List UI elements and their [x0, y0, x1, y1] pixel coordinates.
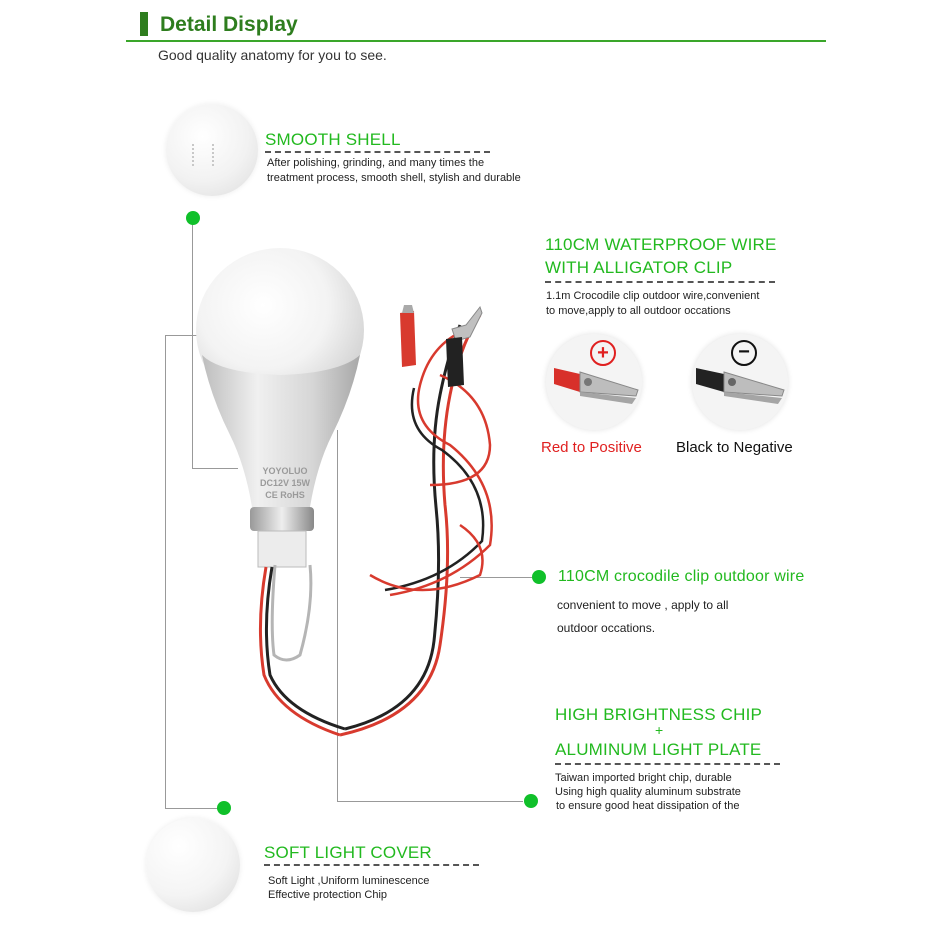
header-divider: [126, 40, 826, 42]
smooth-shell-title: SMOOTH SHELL: [265, 130, 401, 149]
chip-plus: +: [655, 722, 664, 738]
waterproof-wire-title-1: 110CM WATERPROOF WIRE: [545, 235, 777, 254]
soft-cover-thumbnail: [146, 818, 240, 912]
marker-dot: [524, 794, 538, 808]
outdoor-wire-desc-1: convenient to move , apply to all: [557, 598, 729, 612]
soft-cover-title: SOFT LIGHT COVER: [264, 843, 432, 862]
waterproof-wire-title-2: WITH ALLIGATOR CLIP: [545, 258, 733, 277]
smooth-shell-desc-2: treatment process, smooth shell, stylish and durable: [267, 172, 521, 184]
bulb-illustration: [190, 245, 510, 745]
positive-label: Red to Positive: [541, 439, 642, 456]
page-title: Detail Display: [160, 13, 298, 36]
header-accent-bar: [140, 12, 148, 36]
waterproof-wire-desc-2: to move,apply to all outdoor occations: [546, 305, 731, 317]
smooth-shell-thumbnail: [166, 104, 258, 196]
soft-cover-desc-1: Soft Light ,Uniform luminescence: [268, 875, 430, 887]
outdoor-wire-desc-2: outdoor occations.: [557, 621, 656, 635]
connector-line: [165, 808, 219, 809]
bulb-cert: CE RoHS: [265, 490, 305, 500]
marker-dot: [186, 211, 200, 225]
chip-title-1: HIGH BRIGHTNESS CHIP: [555, 705, 763, 724]
soft-cover-desc-2: Effective protection Chip: [268, 889, 388, 901]
bulb-label: [240, 465, 330, 501]
waterproof-wire-desc-1: 1.1m Crocodile clip outdoor wire,convenient: [546, 290, 760, 302]
smooth-shell-divider: [265, 151, 490, 153]
negative-label: Black to Negative: [676, 439, 793, 456]
plus-symbol: +: [597, 342, 609, 364]
outdoor-wire-title: 110CM crocodile clip outdoor wire: [558, 568, 805, 585]
waterproof-wire-divider: [545, 281, 775, 283]
chip-title-2: ALUMINUM LIGHT PLATE: [555, 740, 762, 759]
soft-cover-divider: [264, 864, 479, 866]
connector-line: [337, 801, 523, 802]
chip-desc-3: to ensure good heat dissipation of the: [556, 800, 740, 812]
chip-desc-2: Using high quality aluminum substrate: [555, 786, 741, 798]
connector-line: [165, 335, 166, 809]
minus-symbol: −: [738, 341, 750, 363]
marker-dot: [532, 570, 546, 584]
bulb-brand: YOYOLUO: [262, 466, 308, 476]
bulb-spec: DC12V 15W: [259, 478, 311, 488]
page-subtitle: Good quality anatomy for you to see.: [158, 47, 387, 63]
marker-dot: [217, 801, 231, 815]
chip-divider: [555, 763, 780, 765]
chip-desc-1: Taiwan imported bright chip, durable: [555, 772, 732, 784]
minus-icon: [731, 340, 757, 366]
plus-icon: [590, 340, 616, 366]
smooth-shell-desc-1: After polishing, grinding, and many times the: [267, 157, 485, 169]
